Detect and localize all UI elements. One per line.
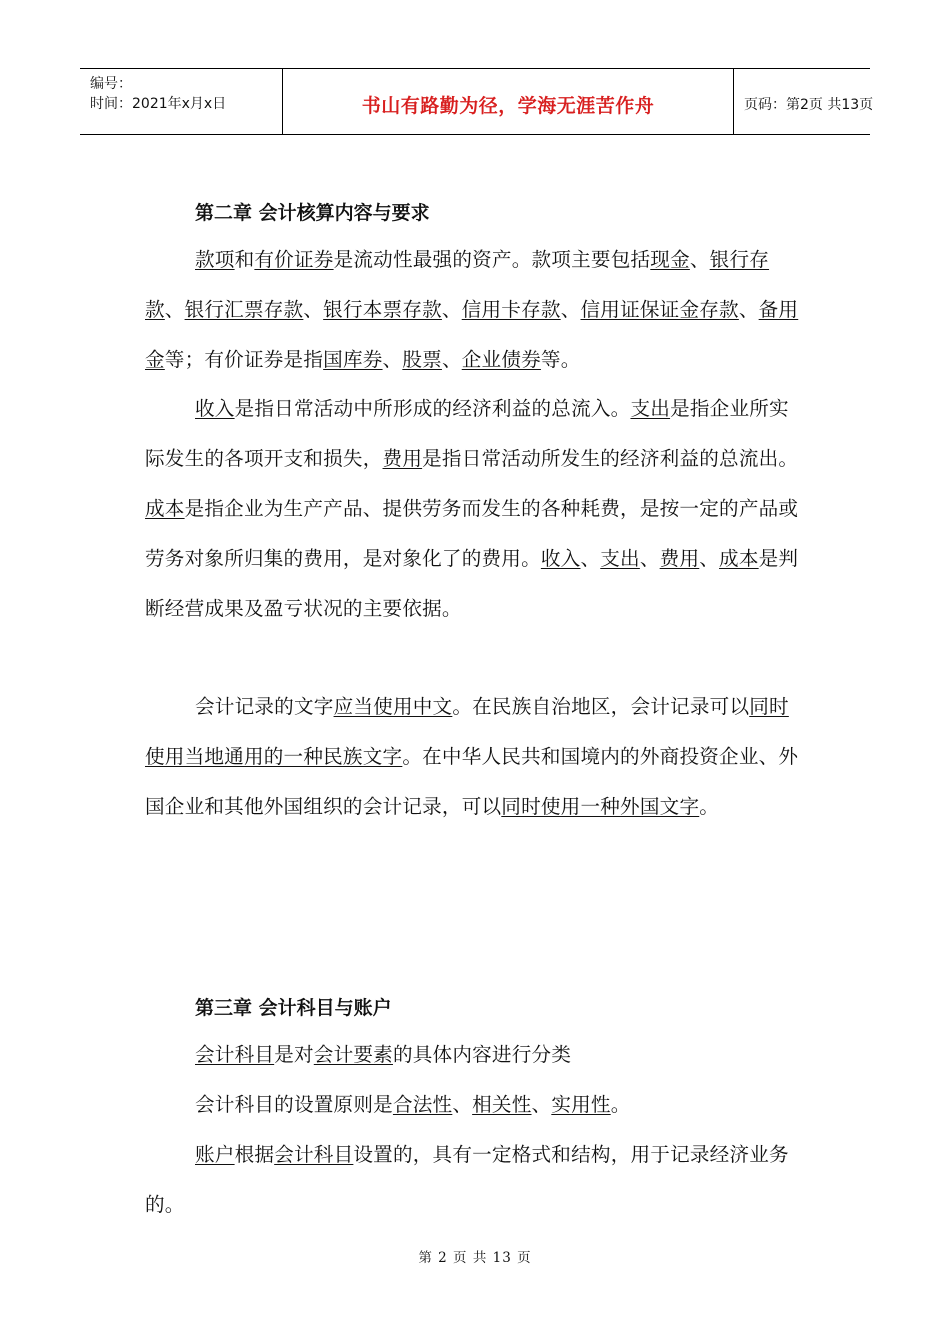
term-chengben-2: 成本 bbox=[719, 547, 759, 570]
term-yinhang-cunkuan: 银行存款 bbox=[145, 248, 770, 321]
term-minzu-wenzi: 同时使用当地通用的一种民族文字 bbox=[145, 695, 789, 768]
term-zhanghu: 账户 bbox=[195, 1143, 235, 1166]
term-zhichu-2: 支出 bbox=[600, 547, 640, 570]
term-yingdang-zhongwen: 应当使用中文 bbox=[333, 695, 453, 718]
page-footer: 第 2 页 共 13 页 bbox=[418, 1250, 532, 1266]
term-qiye-zhaiquan: 企业债券 bbox=[461, 348, 541, 371]
term-xinyongzheng: 信用证保证金存款 bbox=[580, 298, 739, 321]
term-feiyong: 费用 bbox=[382, 447, 423, 470]
header-left-cell bbox=[80, 69, 282, 134]
term-chengben: 成本 bbox=[145, 497, 185, 520]
term-youjia-zhengquan: 有价证券 bbox=[254, 248, 334, 271]
term-yinhang-benpiao: 银行本票存款 bbox=[323, 298, 442, 321]
term-feiyong-2: 费用 bbox=[659, 547, 700, 570]
chapter3-paragraph-1: 会计科目是对会计要素的具体内容进行分类 bbox=[195, 1043, 572, 1066]
term-gupiao: 股票 bbox=[402, 348, 442, 371]
term-kuaiji-kemu: 会计科目 bbox=[195, 1043, 275, 1066]
chapter2-paragraph-1: 款项和有价证券是流动性最强的资产。款项主要包括现金、银行存款、银行汇票存款、银行本票存款、信用卡存款、信用证保证金存款、备用金等；有价证券是指国库券、股票、企业债券等。 bbox=[145, 248, 799, 371]
term-xinyongka: 信用卡存款 bbox=[461, 298, 561, 321]
chapter2-title: 第二章 会计核算内容与要求 bbox=[195, 202, 430, 224]
time-label: 时间：2021年x月x日 bbox=[90, 96, 227, 112]
term-shouru: 收入 bbox=[195, 397, 235, 420]
term-beiyongjin: 备用金 bbox=[145, 298, 799, 371]
term-kuanxiang: 款项 bbox=[195, 248, 235, 271]
term-hefaxing: 合法性 bbox=[392, 1093, 453, 1116]
chapter2-paragraph-2: 收入是指日常活动中所形成的经济利益的总流入。支出是指企业所实际发生的各项开支和损失，费用是指日常活动所发生的经济利益的总流出。成本是指企业为生产产品、提供劳务而发生的各种耗费，是按一定的产品或劳务对象所归集的费用，是对象化了的费用。收入、支出、费用、成本是判断经营成果及盈亏状况的主要依据。 bbox=[145, 397, 799, 620]
header-motto: 书山有路勤为径，学海无涯苦作舟 bbox=[361, 95, 655, 117]
header-middle-cell bbox=[282, 69, 734, 134]
term-kuaiji-yaosu: 会计要素 bbox=[313, 1043, 393, 1066]
term-shiyongxing: 实用性 bbox=[551, 1093, 611, 1116]
term-yinhang-huipiao: 银行汇票存款 bbox=[184, 298, 304, 321]
chapter3-paragraph-3: 账户根据会计科目设置的，具有一定格式和结构，用于记录经济业务的。 bbox=[145, 1143, 789, 1216]
term-xiangguanxing: 相关性 bbox=[472, 1093, 532, 1116]
term-guokuquan: 国库券 bbox=[323, 348, 383, 371]
header-page-info: 页码：第2页 共13页 bbox=[744, 97, 874, 113]
term-zhichu: 支出 bbox=[630, 397, 671, 420]
chapter3-title: 第三章 会计科目与账户 bbox=[195, 997, 392, 1019]
chapter2-paragraph-3: 会计记录的文字应当使用中文。在民族自治地区，会计记录可以同时使用当地通用的一种民族文字。在中华人民共和国境内的外商投资企业、外国企业和其他外国组织的会计记录，可以同时使用一种外国文字。 bbox=[145, 695, 799, 818]
chapter3-paragraph-2: 会计科目的设置原则是合法性、相关性、实用性。 bbox=[195, 1093, 631, 1116]
term-kuaiji-kemu-2: 会计科目 bbox=[274, 1143, 354, 1166]
term-waiguo-wenzi: 同时使用一种外国文字 bbox=[501, 795, 700, 818]
term-xianjin: 现金 bbox=[650, 248, 690, 271]
page-header bbox=[80, 68, 874, 135]
term-shouru-2: 收入 bbox=[540, 547, 581, 570]
serial-label: 编号： bbox=[90, 76, 132, 92]
header-right-cell bbox=[734, 69, 874, 134]
